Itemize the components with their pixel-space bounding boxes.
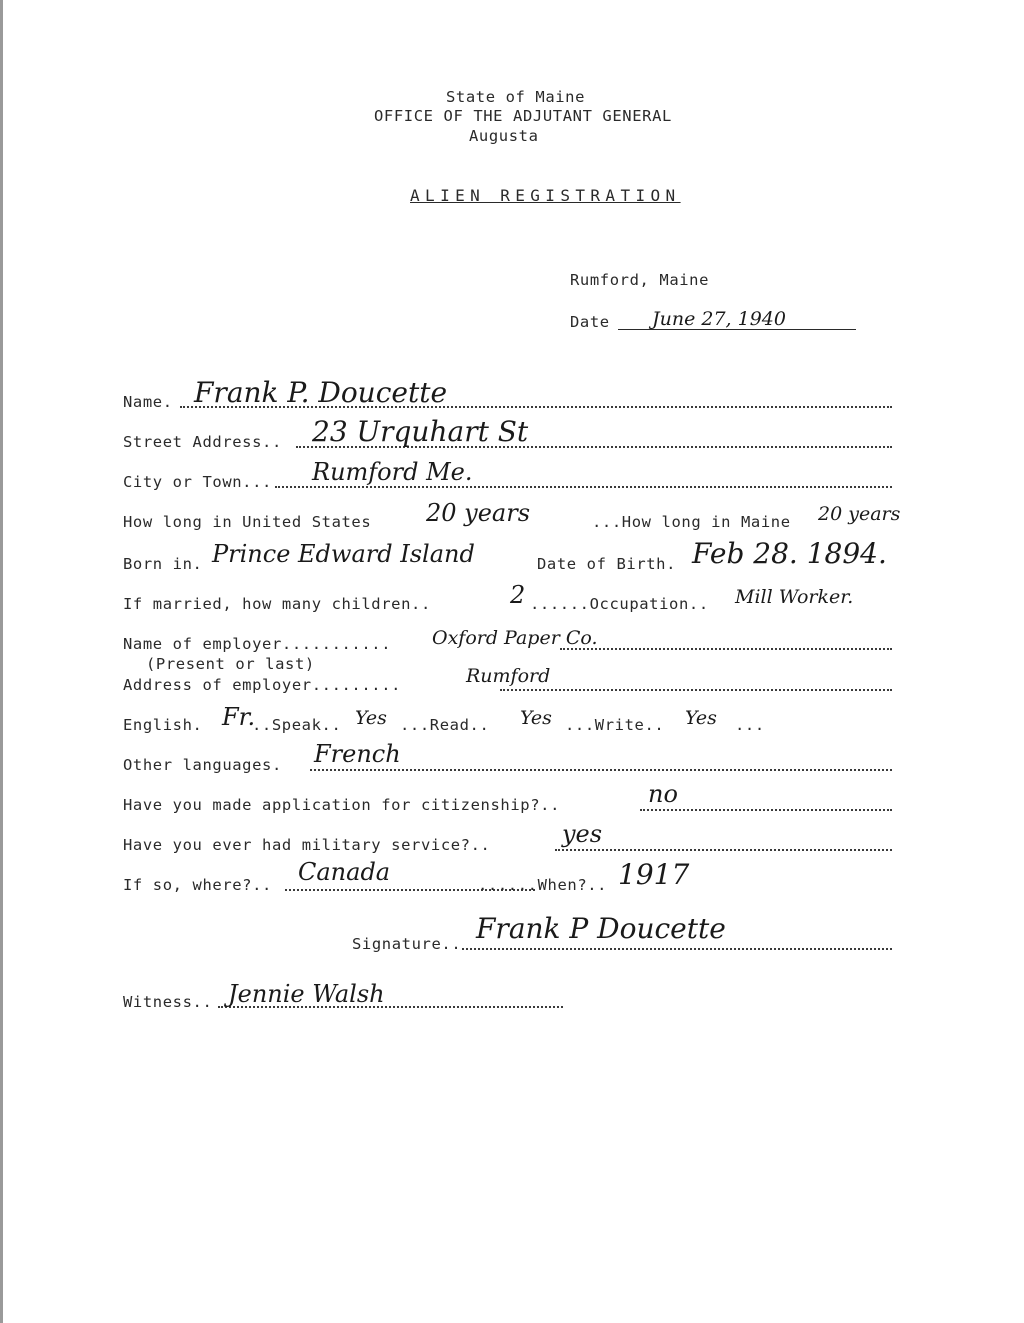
page-edge [0,0,3,1323]
header-office: OFFICE OF THE ADJUTANT GENERAL [374,107,672,125]
header-city: Augusta [469,127,539,145]
city-label: City or Town... [123,473,272,491]
how-long-maine-value: 20 years [818,503,901,525]
military-dots [555,849,892,851]
military-value: yes [562,820,603,848]
speak-value: Yes [355,707,387,729]
city-value: Rumford Me. [312,458,473,486]
citizenship-label: Have you made application for citizenship?.. [123,796,560,814]
employer-value: Oxford Paper Co. [432,627,598,649]
employer-note: (Present or last) [146,655,315,673]
city-dots [275,486,892,488]
where-value: Canada [298,858,391,886]
street-value: 23 Urquhart St [312,415,529,448]
when-label: ......When?.. [478,876,608,894]
employer-address-value: Rumford [466,665,551,687]
dob-value: Feb 28. 1894. [692,537,887,570]
children-label: If married, how many children.. [123,595,431,613]
witness-value: Jennie Walsh [228,980,385,1008]
where-label: If so, where?.. [123,876,272,894]
write-label: ...Write.. [565,716,665,734]
born-in-value: Prince Edward Island [212,540,475,568]
speak-label: ..Speak.. [252,716,342,734]
signature-dots [462,948,892,950]
citizenship-value: no [648,780,678,808]
place-text: Rumford, Maine [570,271,710,289]
witness-label: Witness.. [123,993,213,1011]
street-label: Street Address.. [123,433,282,451]
how-long-us-value: 20 years [426,499,531,527]
signature-label: Signature.. [352,935,462,953]
employer-address-dots [500,689,892,691]
read-label: ...Read.. [400,716,490,734]
citizenship-dots [640,809,892,811]
how-long-maine-label: ...How long in Maine [592,513,791,531]
signature-value: Frank P Doucette [476,912,726,945]
occupation-value: Mill Worker. [735,586,854,608]
write-value: Yes [685,707,717,729]
other-languages-value: French [314,740,401,768]
employer-address-label: Address of employer......... [123,676,402,694]
date-value: June 27, 1940 [652,308,786,330]
employer-label: Name of employer........... [123,635,392,653]
employer-dots [560,648,892,650]
write-tail: ... [735,716,765,734]
children-value: 2 [510,581,526,609]
other-languages-label: Other languages. [123,756,282,774]
when-value: 1917 [618,858,690,891]
other-languages-dots [310,769,892,771]
occupation-label: ......Occupation.. [530,595,709,613]
english-value: Fr. [222,703,256,731]
english-label: English. [123,716,203,734]
born-in-label: Born in. [123,555,203,573]
form-title: ALIEN REGISTRATION [410,186,681,205]
name-value: Frank P. Doucette [194,376,448,409]
header-state: State of Maine [446,88,586,106]
dob-label: Date of Birth. [537,555,677,573]
how-long-us-label: How long in United States [123,513,372,531]
read-value: Yes [520,707,552,729]
name-label: Name. [123,393,173,411]
military-label: Have you ever had military service?.. [123,836,491,854]
date-label: Date [570,313,610,331]
